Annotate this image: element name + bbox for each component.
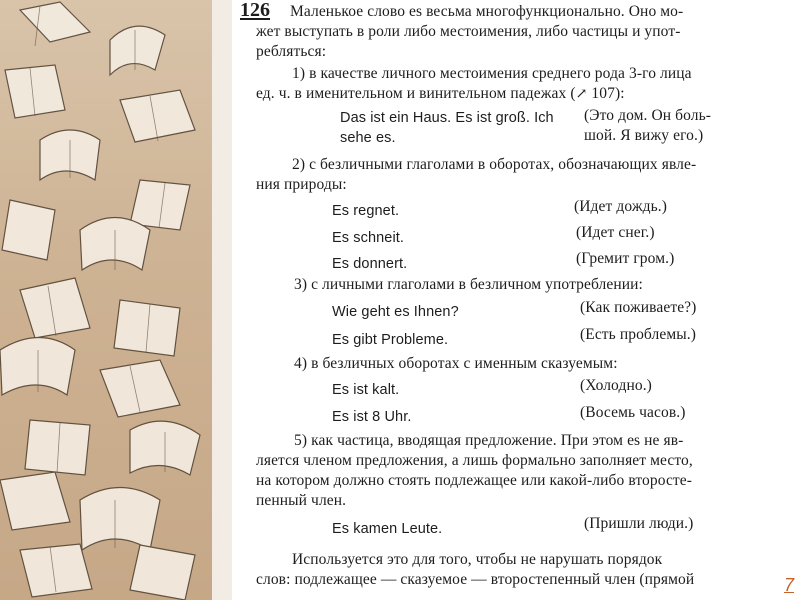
- point-1-line-1: 1) в качестве личного местоимения среднего рода 3-го лица: [292, 65, 692, 82]
- point-5-line-3: на котором должно стоять подлежащее или какой-либо второсте-: [256, 472, 693, 489]
- point-4: 4) в безличных оборотах с именным сказуемым:: [294, 355, 618, 372]
- example-4-translation: (Холодно.): [580, 377, 652, 394]
- example-1-translation-line-2: шой. Я вижу его.): [584, 127, 704, 144]
- page-number: 126: [240, 0, 270, 21]
- example-4-german: Es ist kalt.: [332, 382, 400, 398]
- page-gutter: [212, 0, 232, 600]
- point-2-line-2: ния природы:: [256, 176, 347, 193]
- example-1-translation-line-1: (Это дом. Он боль-: [584, 107, 712, 124]
- arrow-up-right-icon: ↗: [575, 87, 588, 102]
- intro-line-1: Маленькое слово es весьма многофункционально. Оно мо-: [290, 3, 684, 20]
- point-5-line-4: пенный член.: [256, 492, 347, 509]
- example-2-translation: (Гремит гром.): [576, 250, 675, 267]
- example-2-german: Es regnet.: [332, 203, 400, 219]
- example-3-german: Wie geht es Ihnen?: [332, 304, 459, 320]
- example-4-german: Es ist 8 Uhr.: [332, 409, 412, 425]
- corner-slide-link[interactable]: 7: [783, 575, 794, 595]
- example-2-translation: (Идет дождь.): [574, 198, 668, 215]
- point-5-line-2: ляется членом предложения, а лишь формально заполняет место,: [256, 452, 693, 469]
- textbook-page: [232, 0, 780, 600]
- outro-line-1: Используется это для того, чтобы не нарушать порядок: [292, 551, 663, 568]
- point-2-line-1: 2) с безличными глаголами в оборотах, обозначающих явле-: [292, 156, 697, 173]
- example-5-german: Es kamen Leute.: [332, 521, 443, 537]
- example-4-translation: (Восемь часов.): [580, 404, 686, 421]
- flying-books-illustration: [0, 0, 212, 600]
- example-2-german: Es schneit.: [332, 230, 405, 246]
- example-1-german-line-1: Das ist ein Haus. Es ist groß. Ich: [340, 110, 554, 126]
- example-3-translation: (Есть проблемы.): [580, 326, 696, 343]
- point-5-line-1: 5) как частица, вводящая предложение. При этом es не яв-: [294, 432, 684, 449]
- example-5-translation: (Пришли люди.): [584, 515, 694, 532]
- intro-line-2: жет выступать в роли либо местоимения, либо частицы и упот-: [256, 23, 681, 40]
- example-1-german-line-2: sehe es.: [340, 130, 396, 146]
- example-2-german: Es donnert.: [332, 256, 408, 272]
- example-2-translation: (Идет снег.): [576, 224, 655, 241]
- decorative-books-panel: [0, 0, 212, 600]
- point-3: 3) с личными глаголами в безличном употреблении:: [294, 276, 643, 293]
- intro-line-3: ребляться:: [256, 43, 327, 60]
- example-3-translation: (Как поживаете?): [580, 299, 697, 316]
- outro-line-2: слов: подлежащее — сказуемое — второстепенный член (прямой: [256, 571, 695, 588]
- example-3-german: Es gibt Probleme.: [332, 332, 449, 348]
- point-1-line-2: ед. ч. в именительном и винительном падежах (↗ 107):: [256, 84, 625, 105]
